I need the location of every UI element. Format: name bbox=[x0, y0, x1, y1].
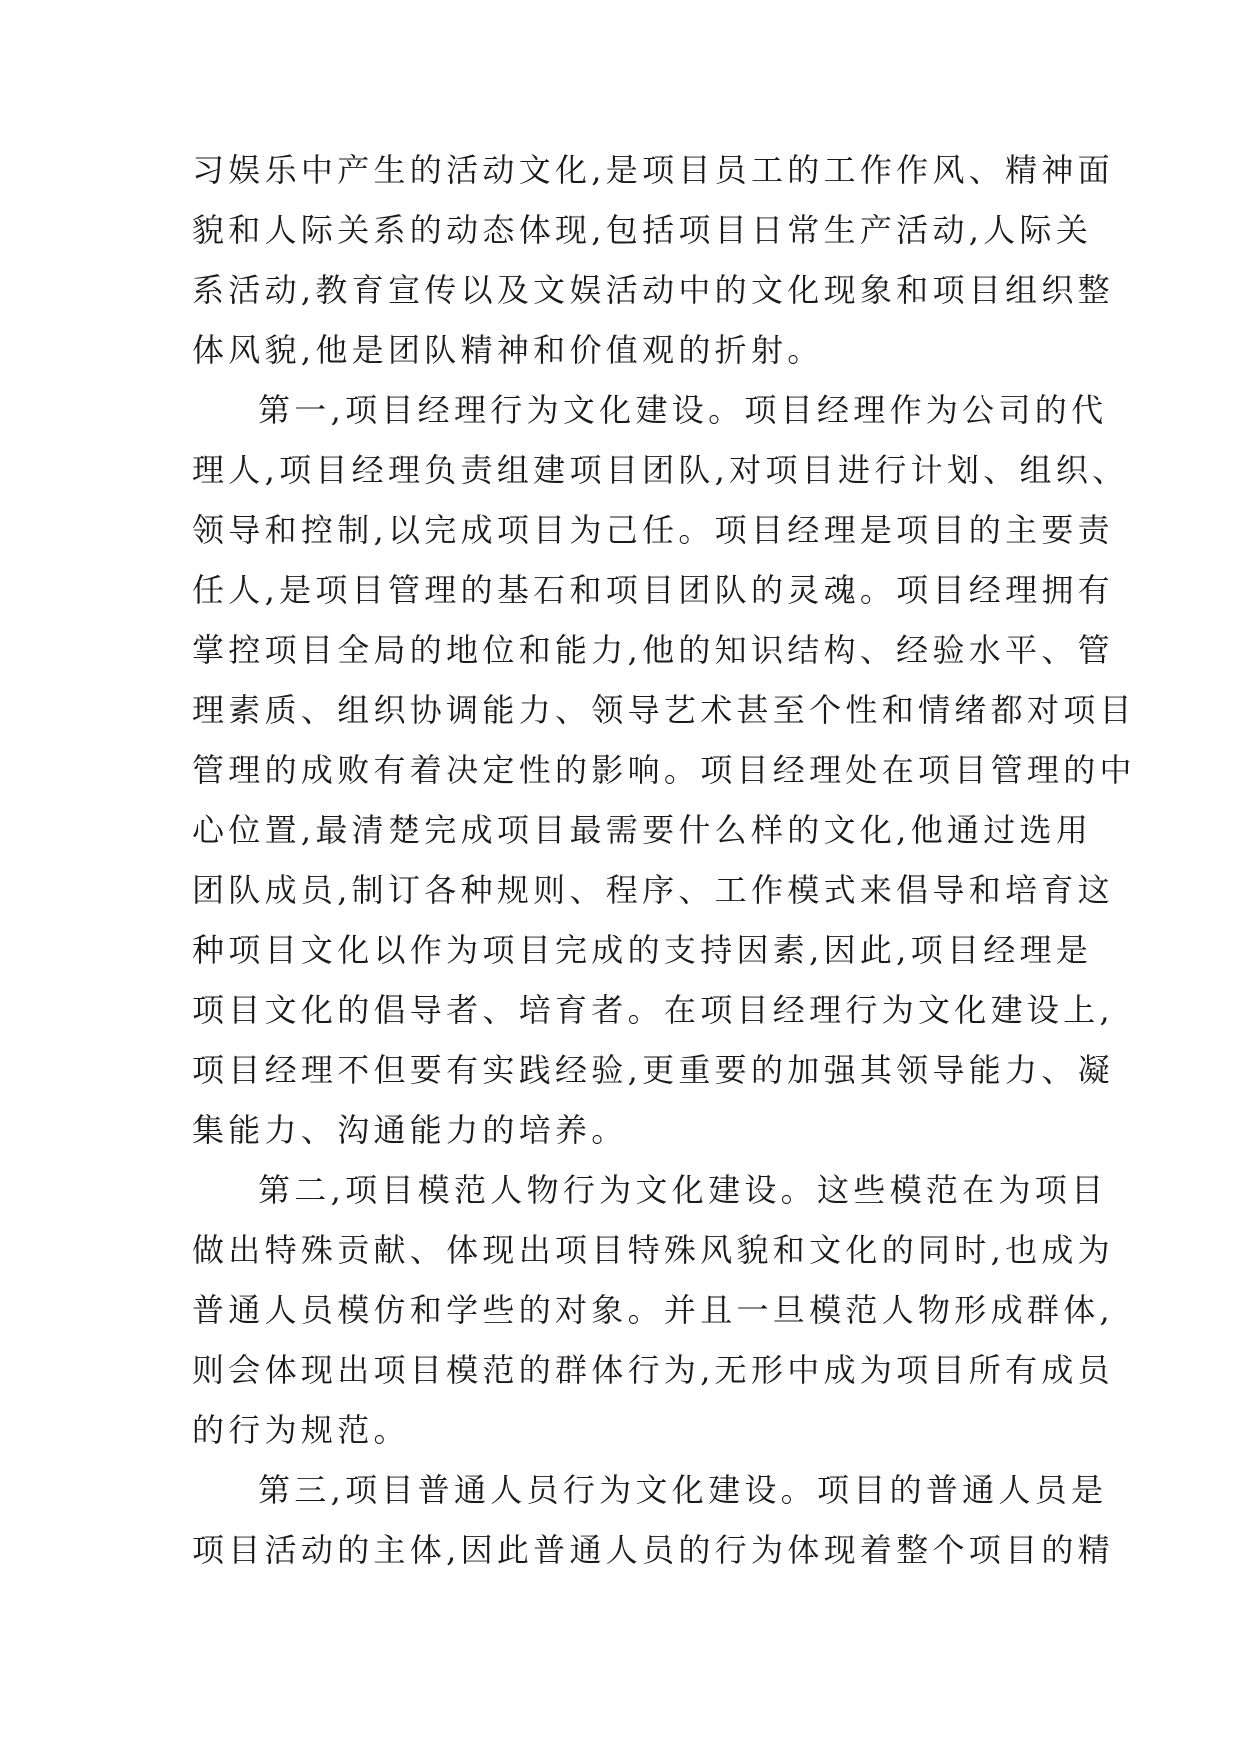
text-line: 项目文化的倡导者、培育者。在项目经理行为文化建设上, bbox=[192, 991, 1114, 1029]
text-line: 领导和控制,以完成项目为己任。项目经理是项目的主要责 bbox=[192, 511, 1114, 549]
text-line: 系活动,教育宣传以及文娱活动中的文化现象和项目组织整 bbox=[192, 271, 1114, 309]
body-text bbox=[192, 140, 1136, 1580]
text-line: 任人,是项目管理的基石和项目团队的灵魂。项目经理拥有 bbox=[192, 571, 1114, 609]
text-line: 的行为规范。 bbox=[192, 1411, 410, 1449]
text-line: 项目经理不但要有实践经验,更重要的加强其领导能力、凝 bbox=[192, 1051, 1114, 1089]
text-line: 项目活动的主体,因此普通人员的行为体现着整个项目的精 bbox=[192, 1531, 1114, 1569]
text-line: 貌和人际关系的动态体现,包括项目日常生产活动,人际关 bbox=[192, 211, 1093, 249]
text-line: 管理的成败有着决定性的影响。项目经理处在项目管理的中 bbox=[192, 751, 1136, 789]
text-line: 则会体现出项目模范的群体行为,无形中成为项目所有成员 bbox=[192, 1351, 1114, 1389]
text-line: 理素质、组织协调能力、领导艺术甚至个性和情绪都对项目 bbox=[192, 691, 1136, 729]
paragraph-2 bbox=[192, 380, 1136, 1160]
paragraph-4 bbox=[192, 1460, 1114, 1580]
paragraph-3 bbox=[192, 1160, 1114, 1460]
text-line: 体风貌,他是团队精神和价值观的折射。 bbox=[192, 331, 824, 369]
text-line: 心位置,最清楚完成项目最需要什么样的文化,他通过选用 bbox=[192, 811, 1093, 849]
text-line: 第三,项目普通人员行为文化建设。项目的普通人员是 bbox=[258, 1471, 1108, 1509]
text-line: 掌控项目全局的地位和能力,他的知识结构、经验水平、管 bbox=[192, 631, 1114, 669]
text-line: 第一,项目经理行为文化建设。项目经理作为公司的代 bbox=[258, 391, 1108, 429]
text-line: 做出特殊贡献、体现出项目特殊风貌和文化的同时,也成为 bbox=[192, 1231, 1114, 1269]
text-line: 理人,项目经理负责组建项目团队,对项目进行计划、组织、 bbox=[192, 451, 1129, 489]
text-line: 习娱乐中产生的活动文化,是项目员工的工作作风、精神面 bbox=[192, 151, 1114, 189]
text-line: 第二,项目模范人物行为文化建设。这些模范在为项目 bbox=[258, 1171, 1108, 1209]
text-line: 种项目文化以作为项目完成的支持因素,因此,项目经理是 bbox=[192, 931, 1093, 969]
text-line: 普通人员模仿和学些的对象。并且一旦模范人物形成群体, bbox=[192, 1291, 1114, 1329]
text-line: 集能力、沟通能力的培养。 bbox=[192, 1111, 628, 1149]
paragraph-1 bbox=[192, 140, 1114, 380]
text-line: 团队成员,制订各种规则、程序、工作模式来倡导和培育这 bbox=[192, 871, 1114, 909]
